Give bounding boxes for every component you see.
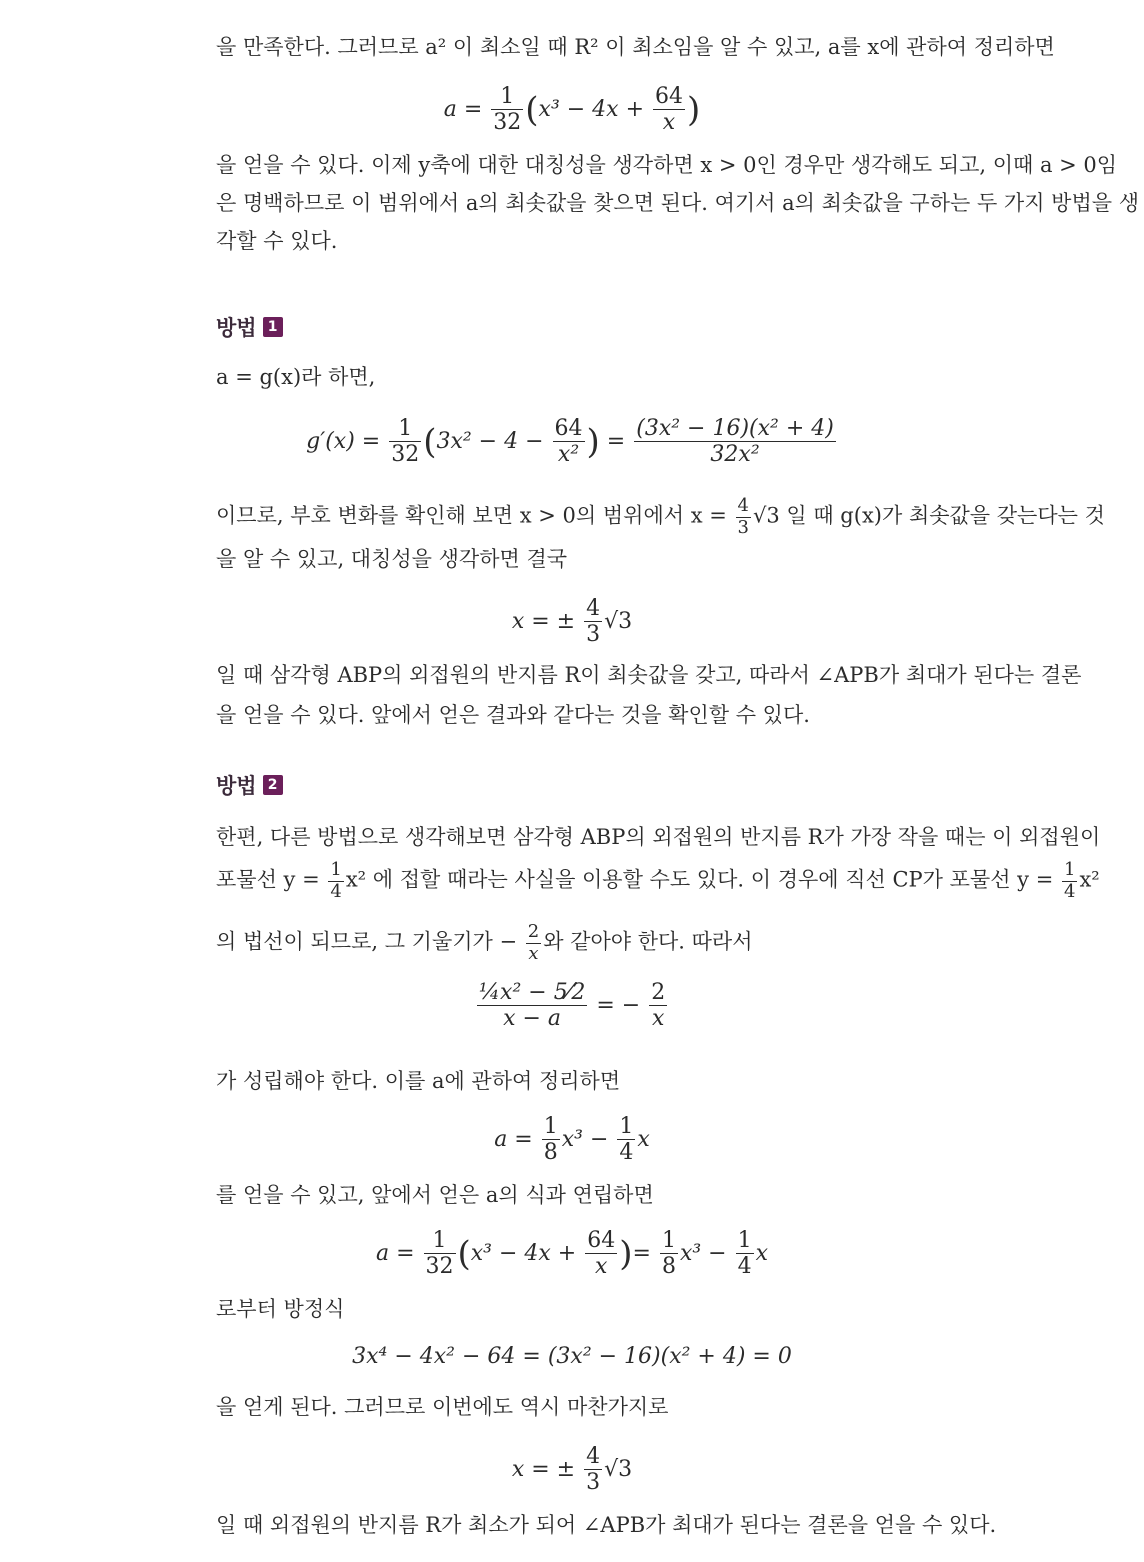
equation-x-solution-1: x = ± $\frac{4}{3}$ √3 bbox=[511, 596, 633, 648]
paragraph-intro: 을 만족한다. 그러므로 a² 이 최소일 때 R² 이 최소임을 알 수 있고, a를 x에 관하여 정리하면 bbox=[216, 35, 1055, 59]
heading-method-2: 방법 2 bbox=[216, 770, 283, 800]
method1-paragraph-2-line-2: 을 얻을 수 있다. 앞에서 얻은 결과와 같다는 것을 확인할 수 있다. bbox=[216, 703, 810, 727]
method2-paragraph-6: 일 때 외접원의 반지름 R가 최소가 되어 ∠APB가 최대가 된다는 결론을 얻을 수 있다. bbox=[216, 1513, 997, 1537]
equation-a-cubic: a = $\frac{1}{8}$ x³ − $\frac{1}{4}$ x bbox=[494, 1114, 650, 1166]
method1-intro: a = g(x)라 하면, bbox=[216, 365, 376, 389]
method1-paragraph-2-line-1: 일 때 삼각형 ABP의 외접원의 반지름 R이 최솟값을 갖고, 따라서 ∠APB가 최대가 된다는 결론 bbox=[216, 663, 1082, 687]
method2-paragraph-5: 을 얻게 된다. 그러므로 이번에도 역시 마찬가지로 bbox=[216, 1395, 669, 1419]
paragraph-symmetry-1: 을 얻을 수 있다. 이제 y축에 대한 대칭성을 생각하면 x > 0인 경우만 생각해도 되고, 이때 a > 0임 bbox=[216, 153, 1118, 177]
method2-paragraph-1-line-1: 한편, 다른 방법으로 생각해보면 삼각형 ABP의 외접원의 반지름 R가 가장 작을 때는 이 외접원이 bbox=[216, 825, 1101, 849]
method2-paragraph-1-line-2: 포물선 y = $\frac{1}{4}$ x² 에 접할 때라는 사실을 이용할 수도 있다. 이 경우에 직선 CP가 포물선 y = $\frac{1}{4}$ x² bbox=[216, 859, 1100, 902]
method1-paragraph-1-line-1: 이므로, 부호 변화를 확인해 보면 x > 0의 범위에서 x = $\frac{4}{3}$ √3 일 때 g(x)가 최솟값을 갖는다는 것 bbox=[216, 495, 1105, 538]
method2-paragraph-3: 를 얻을 수 있고, 앞에서 얻은 a의 식과 연립하면 bbox=[216, 1183, 654, 1207]
method2-paragraph-4: 로부터 방정식 bbox=[216, 1297, 345, 1321]
method-2-badge: 2 bbox=[263, 775, 283, 795]
equation-a-of-x: a = $\frac{1}{32}$ (x³ − 4x + $\frac{64}{x}$ ) bbox=[443, 84, 701, 136]
equation-system: a = $\frac{1}{32}$ (x³ − 4x + $\frac{64}{x}$ )= $\frac{1}{8}$ x³ − $\frac{1}{4}$ x bbox=[375, 1228, 769, 1280]
heading-method-1: 방법 1 bbox=[216, 312, 283, 342]
equation-g-prime: g′(x) = $\frac{1}{32}$ (3x² − 4 − $\frac{64}{\text{x²}}$ ) = $\frac{\text{(3x² − 16)(x² + 4)}}{\text{32x²}}$ bbox=[306, 416, 834, 468]
method-1-badge: 1 bbox=[263, 317, 283, 337]
method2-paragraph-2: 가 성립해야 한다. 이를 a에 관하여 정리하면 bbox=[216, 1069, 621, 1093]
equation-slope: $\frac{\text{¼x² − 5⁄2}}{x - a}$ = − $\frac{2}{x}$ bbox=[478, 980, 666, 1032]
equation-x-solution-2: x = ± $\frac{4}{3}$ √3 bbox=[511, 1444, 633, 1496]
paragraph-symmetry-2: 은 명백하므로 이 범위에서 a의 최솟값을 찾으면 된다. 여기서 a의 최솟값을 구하는 두 가지 방법을 생 bbox=[216, 191, 1139, 215]
method1-paragraph-1-line-2: 을 알 수 있고, 대칭성을 생각하면 결국 bbox=[216, 547, 568, 571]
paragraph-symmetry-3: 각할 수 있다. bbox=[216, 229, 338, 253]
equation-quartic: 3x⁴ − 4x² − 64 = (3x² − 16)(x² + 4) = 0 bbox=[352, 1344, 792, 1369]
method2-paragraph-1-line-3: 의 법선이 되므로, 그 기울기가 − $\frac{2}{x}$ 와 같아야 한다. 따라서 bbox=[216, 921, 753, 964]
